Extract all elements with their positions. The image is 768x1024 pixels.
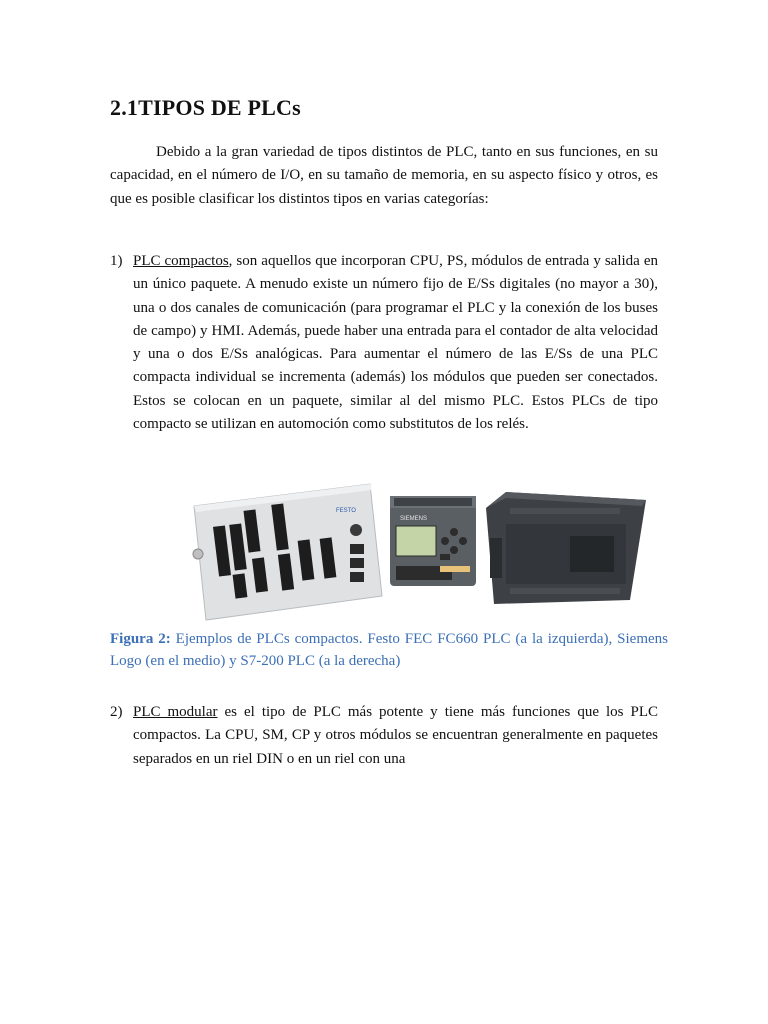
list-item-text: , son aquellos que incorporan CPU, PS, módulos de entrada y salida en un único paquete. A menudo existe un número fijo de E/Ss digitales (no mayor a 30), una o dos canales de comunicación (para programar el PLC y la conexión de los buses de campo) y HMI. Además, puede haber una entrada para el contador de alta velocidad y una o dos E/Ss analógicas. Para aumentar el número de las E/Ss de una PLC compacta individual se incrementa (además) los módulos que pueden ser conectados. Estos se colocan en un paquete, similar al del mismo PLC. Estos PLCs de tipo compacto se utilizan en automoción como substitutos de los relés. — [133, 253, 658, 433]
intro-paragraph: Debido a la gran variedad de tipos distintos de PLC, tanto en sus funciones, en su capacidad, en el número de I/O, en su tamaño de memoria, en su aspecto físico y otros, es que es posible clasificar los distintos tipos en varias categorías: — [110, 144, 658, 207]
section-title: TIPOS DE PLCs — [138, 95, 301, 120]
festo-plc-image — [193, 484, 382, 620]
plc-photo-illustration — [190, 478, 660, 624]
siemens-logo-text: SIEMENS — [400, 516, 428, 522]
term-plc-compactos: PLC compactos — [133, 253, 229, 269]
figure-label: Figura 2: — [110, 631, 171, 647]
figure-plc-photos — [190, 478, 660, 624]
list-item-plc-modular — [110, 701, 658, 771]
list-item-body — [133, 250, 658, 436]
section-number: 2.1 — [110, 95, 139, 120]
list-item-body — [133, 701, 658, 771]
figure-caption — [110, 628, 668, 672]
list-marker: 2) — [110, 704, 123, 720]
section-heading — [110, 95, 301, 121]
list-item-text: es el tipo de PLC más potente y tiene más funciones que los PLC compactos. La CPU, SM, CP y otros módulos se encuentran generalmente en paquetes separados en un riel DIN o en un riel con una — [133, 704, 659, 767]
list-item-plc-compactos — [110, 250, 658, 436]
figure-caption-text: Ejemplos de PLCs compactos. Festo FEC FC660 PLC (a la izquierda), Siemens Logo (en el medio) y S7-200 PLC (a la derecha) — [110, 631, 669, 669]
s7-200-image — [486, 492, 646, 604]
festo-logo-text: FESTO — [336, 508, 356, 514]
list-marker: 1) — [110, 253, 123, 269]
term-plc-modular: PLC modular — [133, 704, 218, 720]
siemens-logo-image — [390, 496, 476, 586]
